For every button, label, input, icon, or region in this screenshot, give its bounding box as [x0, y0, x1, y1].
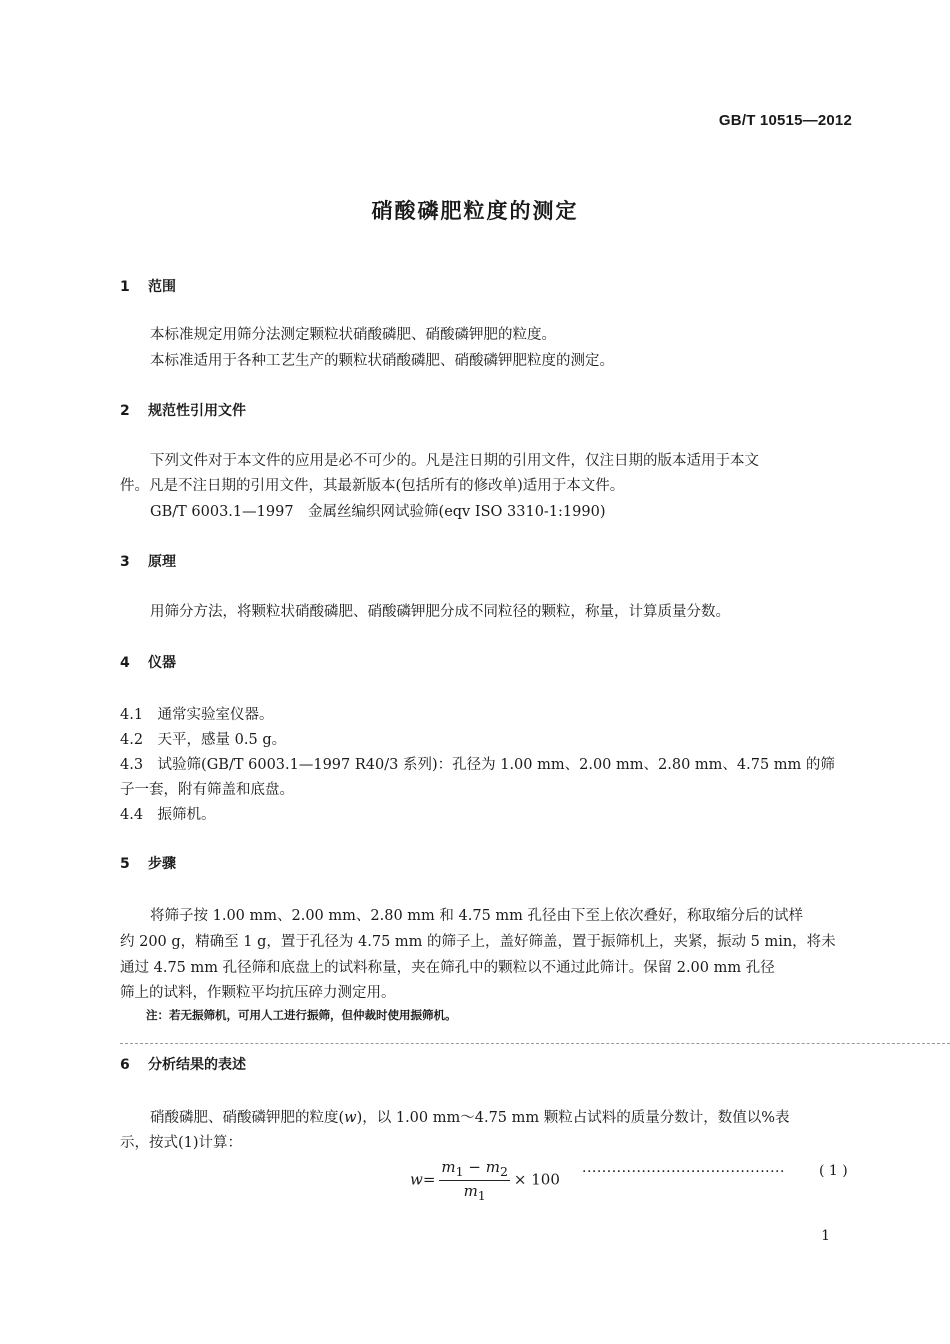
clause-4-1: 4.1 通常实验室仪器。	[120, 707, 274, 723]
paragraph: 筛上的试料，作颗粒平均抗压碎力测定用。	[120, 985, 396, 1001]
clause-4-3: 4.3 试验筛(GB/T 6003.1—1997 R40/3 系列)：孔径为 1.00 mm、2.00 mm、2.80 mm、4.75 mm 的筛	[120, 757, 835, 773]
section-number: 1	[120, 279, 130, 295]
formula-denominator	[439, 1181, 509, 1203]
paragraph: 本标准规定用筛分法测定颗粒状硝酸磷肥、硝酸磷钾肥的粒度。	[150, 327, 556, 343]
paragraph: 本标准适用于各种工艺生产的颗粒状硝酸磷肥、硝酸磷钾肥粒度的测定。	[150, 353, 614, 369]
text-run: )，以 1.00 mm～4.75 mm 颗粒占试料的质量分数计，数值以%表	[356, 1110, 790, 1126]
formula-numerator	[439, 1158, 509, 1181]
text-run: 硝酸磷肥、硝酸磷钾肥的粒度(	[150, 1110, 345, 1126]
section-6-heading	[120, 1054, 246, 1074]
minus-sign: −	[463, 1158, 486, 1176]
paragraph: 件。凡是不注日期的引用文件，其最新版本(包括所有的修改单)适用于本文件。	[120, 478, 625, 494]
section-2-heading	[120, 400, 246, 420]
section-title: 分析结果的表述	[148, 1057, 246, 1073]
page-edge-divider	[120, 1043, 950, 1044]
formula	[410, 1158, 560, 1203]
section-number: 5	[120, 856, 130, 872]
var-m: m	[441, 1158, 456, 1176]
paragraph	[150, 1106, 790, 1127]
standard-number: GB/T 10515—2012	[718, 112, 852, 129]
section-title: 规范性引用文件	[148, 403, 246, 419]
section-title: 原理	[148, 554, 176, 570]
paragraph: 将筛子按 1.00 mm、2.00 mm、2.80 mm 和 4.75 mm 孔径由下至上依次叠好，称取缩分后的试样	[150, 908, 804, 924]
note: 注：若无振筛机，可用人工进行振筛，但仲裁时使用振筛机。	[146, 1008, 457, 1022]
section-1-heading	[120, 276, 176, 296]
subscript: 1	[477, 1188, 486, 1203]
section-5-heading	[120, 853, 176, 873]
formula-fraction	[439, 1158, 509, 1203]
leader-dots: ·········································	[582, 1164, 785, 1180]
clause-4-4: 4.4 振筛机。	[120, 807, 216, 823]
paragraph: 通过 4.75 mm 孔径筛和底盘上的试料称量，夹在筛孔中的颗粒以不通过此筛计。保留 2.00 mm 孔径	[120, 960, 775, 976]
formula-multiplier: × 100	[513, 1170, 560, 1189]
formula-lhs: w	[410, 1170, 423, 1189]
formula-equals: =	[422, 1170, 436, 1189]
document-title: 硝酸磷肥粒度的测定	[371, 199, 579, 223]
paragraph: 用筛分方法，将颗粒状硝酸磷肥、硝酸磷钾肥分成不同粒径的颗粒，称量，计算质量分数。	[150, 604, 730, 620]
section-title: 范围	[148, 279, 176, 295]
paragraph: 约 200 g，精确至 1 g，置于孔径为 4.75 mm 的筛子上，盖好筛盖，置于振筛机上，夹紧，振动 5 min，将未	[120, 934, 836, 950]
clause-4-2: 4.2 天平，感量 0.5 g。	[120, 732, 287, 748]
section-number: 2	[120, 403, 130, 419]
var-m: m	[463, 1182, 478, 1200]
section-number: 6	[120, 1057, 130, 1073]
page-number: 1	[821, 1228, 830, 1244]
section-3-heading	[120, 551, 176, 571]
section-4-heading	[120, 652, 176, 672]
subscript: 1	[455, 1164, 464, 1179]
section-number: 3	[120, 554, 130, 570]
section-number: 4	[120, 655, 130, 671]
section-title: 步骤	[148, 856, 176, 872]
reference-entry: GB/T 6003.1—1997 金属丝编织网试验筛(eqv ISO 3310-1:1990)	[150, 504, 606, 520]
variable-w: w	[344, 1110, 357, 1126]
subscript: 2	[499, 1164, 508, 1179]
equation-number: ( 1 )	[819, 1163, 848, 1179]
paragraph: 示，按式(1)计算：	[120, 1135, 243, 1151]
clause-4-3-cont: 子一套，附有筛盖和底盘。	[120, 782, 294, 798]
section-title: 仪器	[148, 655, 176, 671]
var-m: m	[485, 1158, 500, 1176]
paragraph: 下列文件对于本文件的应用是必不可少的。凡是注日期的引用文件，仅注日期的版本适用于本文	[150, 453, 759, 469]
